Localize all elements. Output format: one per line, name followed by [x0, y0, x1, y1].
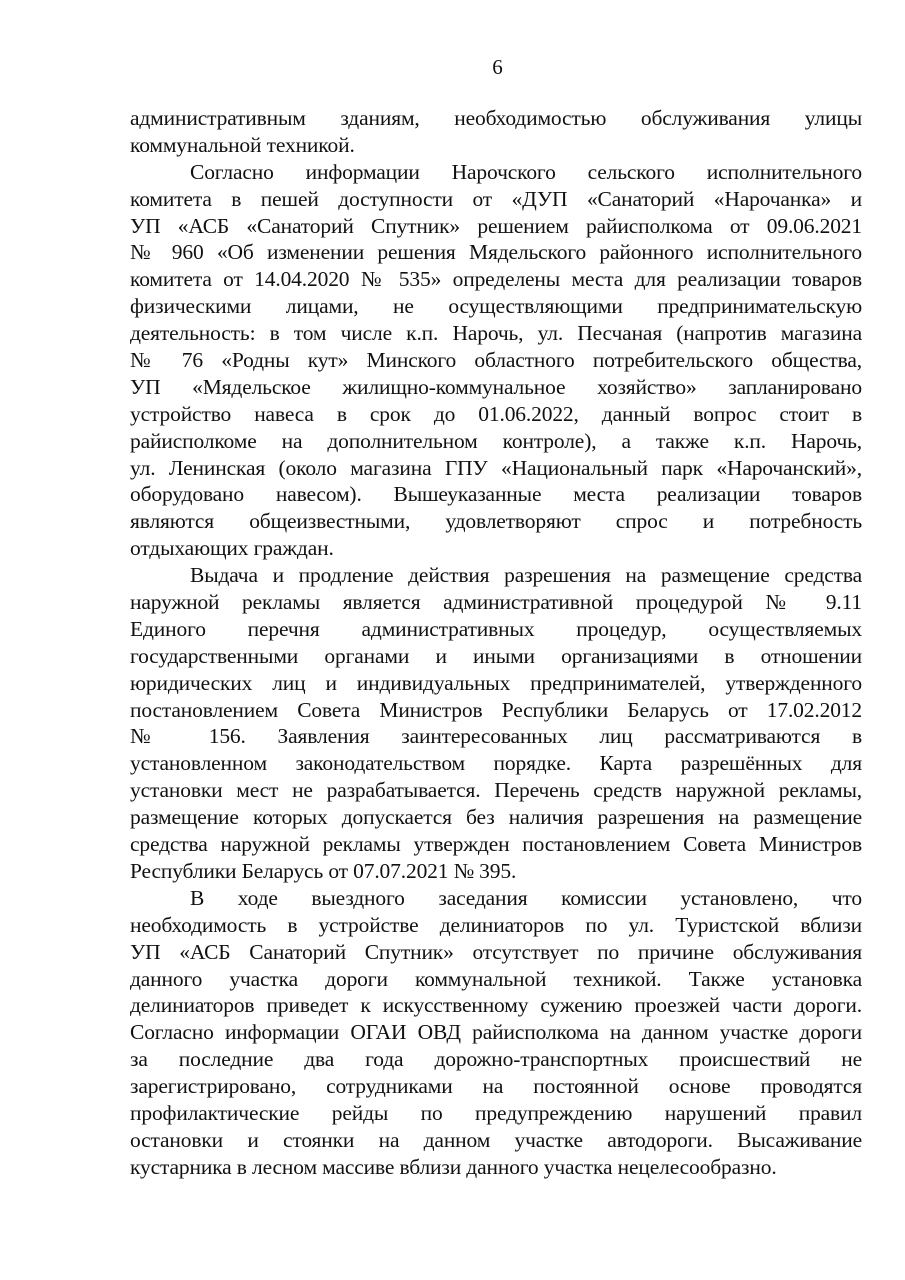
text-line: Республики Беларусь от 07.07.2021 № 395.: [130, 858, 517, 883]
text-line: делиниаторов приведет к искусственному сужению проезжей части дороги.: [130, 993, 862, 1018]
text-line: комитета в пешей доступности от «ДУП «Санаторий «Нарочанка» и: [130, 186, 862, 211]
text-line: административным зданиям, необходимостью обслуживания улицы: [130, 106, 862, 130]
text-line: № 156. Заявления заинтересованных лиц рассматриваются в: [130, 724, 862, 749]
text-line: постановлением Совета Министров Республики Беларусь от 17.02.2012: [130, 697, 862, 722]
text-line: зарегистрировано, сотрудниками на постоянной основе проводятся: [130, 1074, 862, 1099]
text-line: государственными органами и иными организациями в отношении: [130, 643, 862, 668]
paragraph: [130, 105, 862, 159]
text-line: № 76 «Родны кут» Минского областного потребительского общества,: [130, 348, 862, 373]
text-line: остановки и стоянки на данном участке автодороги. Высаживание: [130, 1127, 862, 1152]
text-line: Согласно информации Нарочского сельского исполнительного: [190, 159, 862, 184]
text-line: деятельность: в том числе к.п. Нарочь, ул. Песчаная (напротив магазина: [130, 321, 862, 346]
text-line: коммунальной техникой.: [130, 132, 355, 157]
text-line: № 960 «Об изменении решения Мядельского районного исполнительного: [130, 240, 862, 265]
paragraph: [130, 159, 862, 562]
text-line: данного участка дороги коммунальной техникой. Также установка: [130, 966, 862, 991]
text-line: УП «Мядельское жилищно-коммунальное хозяйство» запланировано: [130, 374, 862, 399]
document-body: [130, 105, 862, 1181]
text-line: установленном законодательством порядке. Карта разрешённых для: [130, 751, 862, 776]
text-line: профилактические рейды по предупреждению нарушений правил: [130, 1100, 862, 1125]
text-line: оборудовано навесом). Вышеуказанные места реализации товаров: [130, 482, 862, 507]
text-line: необходимость в устройстве делиниаторов по ул. Туристской вблизи: [130, 912, 862, 937]
text-line: юридических лиц и индивидуальных предпринимателей, утвержденного: [130, 670, 862, 695]
paragraph: [130, 885, 862, 1181]
text-line: УП «АСБ «Санаторий Спутник» решением райисполкома от 09.06.2021: [130, 213, 862, 238]
text-line: являются общеизвестными, удовлетворяют спрос и потребность: [130, 509, 862, 534]
page-number: 6: [492, 55, 503, 79]
text-line: наружной рекламы является административной процедурой № 9.11: [130, 590, 862, 615]
text-line: установки мест не разрабатывается. Перечень средств наружной рекламы,: [130, 778, 862, 803]
text-line: физическими лицами, не осуществляющими предпринимательскую: [130, 294, 862, 319]
text-line: кустарника в лесном массиве вблизи данного участка нецелесообразно.: [130, 1154, 777, 1179]
text-line: ул. Ленинская (около магазина ГПУ «Национальный парк «Нарочанский»,: [130, 455, 862, 480]
text-line: В ходе выездного заседания комиссии установлено, что: [190, 885, 862, 910]
text-line: УП «АСБ Санаторий Спутник» отсутствует по причине обслуживания: [130, 939, 862, 964]
text-line: средства наружной рекламы утвержден постановлением Совета Министров: [130, 832, 862, 857]
text-line: комитета от 14.04.2020 № 535» определены места для реализации товаров: [130, 267, 862, 292]
text-line: Единого перечня административных процедур, осуществляемых: [130, 616, 862, 641]
text-line: Согласно информации ОГАИ ОВД райисполкома на данном участке дороги: [130, 1020, 862, 1045]
text-line: устройство навеса в срок до 01.06.2022, данный вопрос стоит в: [130, 401, 862, 426]
text-line: за последние два года дорожно-транспортных происшествий не: [130, 1047, 862, 1072]
paragraph: [130, 562, 862, 885]
text-line: райисполкоме на дополнительном контроле), а также к.п. Нарочь,: [130, 428, 862, 453]
text-line: отдыхающих граждан.: [130, 536, 334, 561]
text-line: размещение которых допускается без наличия разрешения на размещение: [130, 805, 862, 830]
text-line: Выдача и продление действия разрешения на размещение средства: [190, 563, 862, 588]
